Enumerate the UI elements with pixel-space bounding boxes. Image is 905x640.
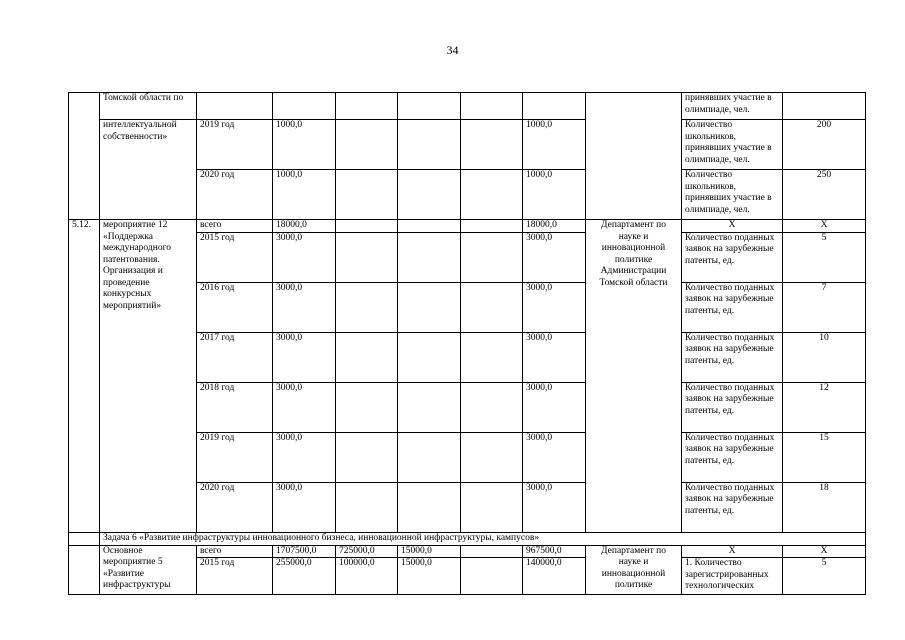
num-cell: 5.12.	[69, 220, 100, 533]
table-row	[69, 545, 866, 558]
year-cell: 2017 год	[197, 332, 273, 382]
fund-cell: 3000,0	[523, 432, 586, 482]
indicator-cell: Количество поданных заявок на зарубежные патенты, ед.	[682, 382, 783, 432]
prog-cell: интеллектуальной собственности»	[100, 120, 197, 220]
prog-cell: мероприятие 12 «Поддержка международного патентования. Организация и проведение конкурсных мероприятий»	[100, 220, 197, 533]
indicator-cell: Количество школьников, принявших участие в олимпиаде, чел.	[682, 120, 783, 170]
table-row	[69, 220, 866, 233]
fund-cell: 15000,0	[398, 558, 461, 595]
num-cell	[69, 93, 100, 220]
year-cell: 2016 год	[197, 282, 273, 332]
prog-cell: Томской области по	[100, 93, 197, 120]
year-cell: 2019 год	[197, 120, 273, 170]
indicator-cell: Х	[682, 220, 783, 233]
fund-cell: 3000,0	[523, 282, 586, 332]
value-cell: 250	[783, 170, 866, 220]
year-cell: 2020 год	[197, 170, 273, 220]
indicator-cell: Количество школьников, принявших участие в олимпиаде, чел.	[682, 170, 783, 220]
indicator-cell: Количество поданных заявок на зарубежные патенты, ед.	[682, 232, 783, 282]
total-cell: 3000,0	[273, 332, 336, 382]
year-cell: 2018 год	[197, 382, 273, 432]
year-cell: 2019 год	[197, 432, 273, 482]
fund-cell: 1000,0	[523, 170, 586, 220]
year-cell: всего	[197, 545, 273, 558]
year-cell: всего	[197, 220, 273, 233]
value-cell: 200	[783, 120, 866, 170]
value-cell: Х	[783, 545, 866, 558]
fund-cell: 3000,0	[523, 382, 586, 432]
indicator-cell: Количество поданных заявок на зарубежные патенты, ед.	[682, 332, 783, 382]
total-cell: 3000,0	[273, 282, 336, 332]
value-cell: 7	[783, 282, 866, 332]
value-cell: 10	[783, 332, 866, 382]
table-row	[69, 120, 866, 170]
fund-cell: 967500,0	[523, 545, 586, 558]
total-cell: 3000,0	[273, 382, 336, 432]
value-cell: 12	[783, 382, 866, 432]
total-cell: 1000,0	[273, 170, 336, 220]
fund-cell: 1000,0	[523, 120, 586, 170]
fund-cell: 140000,0	[523, 558, 586, 595]
total-cell: 18000,0	[273, 220, 336, 233]
year-cell: 2015 год	[197, 232, 273, 282]
dept-cell: Департамент по науке и инновационной политике	[586, 545, 682, 595]
value-cell: 15	[783, 432, 866, 482]
fund-cell: 3000,0	[523, 332, 586, 382]
indicator-cell: 1. Количество зарегистрированных технологических	[682, 558, 783, 595]
dept-cell: Департамент по науке и инновационной политике Администрации Томской области	[586, 220, 682, 533]
indicator-cell: Количество поданных заявок на зарубежные патенты, ед.	[682, 432, 783, 482]
total-cell: 255000,0	[273, 558, 336, 595]
table-row	[69, 93, 866, 120]
total-cell: 3000,0	[273, 232, 336, 282]
indicator-cell: Количество поданных заявок на зарубежные патенты, ед.	[682, 282, 783, 332]
value-cell: 5	[783, 232, 866, 282]
program-table	[68, 92, 866, 595]
year-cell: 2015 год	[197, 558, 273, 595]
total-cell: 1707500,0	[273, 545, 336, 558]
indicator-cell: принявших участие в олимпиаде, чел.	[682, 93, 783, 120]
page-number: 34	[446, 43, 459, 57]
dept-cell	[586, 93, 682, 220]
indicator-cell: Количество поданных заявок на зарубежные патенты, ед.	[682, 482, 783, 532]
value-cell: 5	[783, 558, 866, 595]
total-cell: 3000,0	[273, 482, 336, 532]
fund-cell: 15000,0	[398, 545, 461, 558]
total-cell: 1000,0	[273, 120, 336, 170]
fund-cell: 3000,0	[523, 482, 586, 532]
fund-cell: 100000,0	[336, 558, 398, 595]
fund-cell: 18000,0	[523, 220, 586, 233]
year-cell: 2020 год	[197, 482, 273, 532]
prog-cell: Основное мероприятие 5 «Развитие инфраструктуры	[100, 545, 197, 595]
fund-cell: 3000,0	[523, 232, 586, 282]
indicator-cell: Х	[682, 545, 783, 558]
task-heading: Задача 6 «Развитие инфраструктуры инновационного бизнеса, инновационной инфраструктуры, кампусов»	[100, 532, 866, 545]
total-cell: 3000,0	[273, 432, 336, 482]
fund-cell: 725000,0	[336, 545, 398, 558]
value-cell: Х	[783, 220, 866, 233]
value-cell: 18	[783, 482, 866, 532]
table-row	[69, 532, 866, 545]
